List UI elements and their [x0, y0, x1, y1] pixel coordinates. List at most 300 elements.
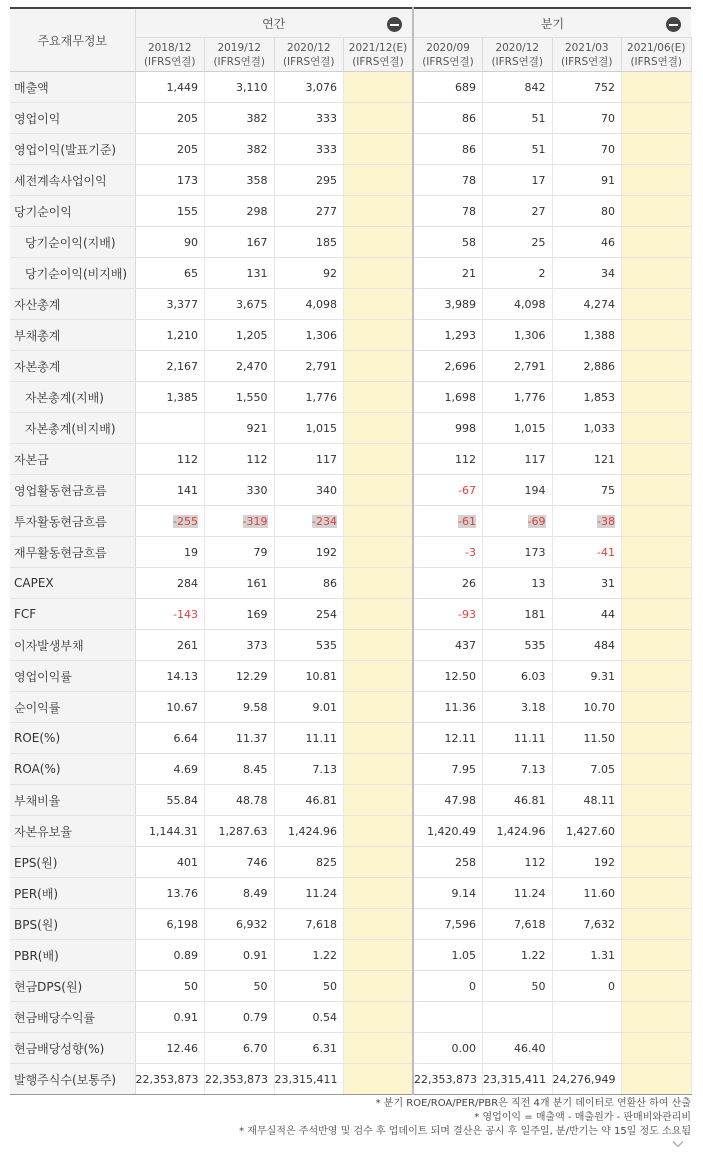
cell-value: 535 [524, 638, 546, 652]
annual-value-cell [344, 1033, 414, 1064]
quarter-value-cell [413, 723, 483, 754]
row-label: 투자활동현금흐름 [10, 506, 135, 537]
cell-value: 11.24 [305, 886, 337, 900]
annual-value-cell [274, 103, 344, 134]
cell-value: 1,388 [583, 328, 615, 342]
period-basis: (IFRS연결) [143, 55, 196, 68]
cell-value: 86 [323, 576, 337, 590]
quarter-value-cell [483, 444, 553, 475]
annual-value-cell [205, 599, 275, 630]
cell-value: 70 [601, 142, 615, 156]
cell-value: 2 [538, 266, 546, 280]
quarter-value-cell [622, 568, 692, 599]
cell-value: 1.31 [590, 948, 615, 962]
cell-value: 112 [177, 452, 198, 466]
cell-value: 7,618 [305, 917, 337, 931]
cell-value: 7.13 [312, 762, 337, 776]
cell-value: 6,198 [166, 917, 198, 931]
quarter-value-cell [413, 227, 483, 258]
quarter-value-cell [413, 754, 483, 785]
quarter-value-cell [413, 382, 483, 413]
annual-value-cell [344, 72, 414, 103]
period-basis: (IFRS연결) [491, 55, 544, 68]
cell-value: 277 [316, 204, 337, 218]
quarter-value-cell [483, 785, 553, 816]
period-label: 2018/12 [147, 41, 192, 54]
cell-value: 1,420.49 [427, 824, 476, 838]
annual-value-cell [205, 72, 275, 103]
annual-value-cell [135, 320, 205, 351]
period-header [622, 38, 692, 72]
annual-value-cell [135, 444, 205, 475]
annual-value-cell [135, 971, 205, 1002]
cell-value: 185 [316, 235, 337, 249]
table-row [10, 568, 691, 599]
cell-value: 6,932 [236, 917, 268, 931]
quarter-value-cell [552, 599, 622, 630]
row-label: FCF [10, 599, 135, 630]
quarter-value-cell [413, 630, 483, 661]
quarter-value-cell [552, 568, 622, 599]
cell-value: 13 [531, 576, 546, 590]
quarter-value-cell [622, 599, 692, 630]
quarter-value-cell [552, 506, 622, 537]
annual-value-cell [274, 940, 344, 971]
cell-value: -67 [458, 483, 476, 497]
quarter-value-cell [622, 382, 692, 413]
quarter-value-cell [413, 320, 483, 351]
quarter-value-cell [483, 320, 553, 351]
annual-value-cell [205, 537, 275, 568]
annual-value-cell [274, 847, 344, 878]
quarter-value-cell [552, 351, 622, 382]
quarter-value-cell [413, 661, 483, 692]
quarter-value-cell [552, 909, 622, 940]
quarter-value-cell [552, 72, 622, 103]
cell-value: 50 [184, 979, 198, 993]
annual-value-cell [135, 630, 205, 661]
annual-value-cell [344, 165, 414, 196]
annual-value-cell [205, 568, 275, 599]
annual-value-cell [205, 1064, 275, 1095]
table-row [10, 661, 691, 692]
quarter-value-cell [483, 940, 553, 971]
cell-value: 23,315,411 [274, 1072, 338, 1086]
quarter-value-cell [413, 785, 483, 816]
collapse-minus-icon[interactable] [387, 17, 402, 32]
quarter-value-cell [483, 72, 553, 103]
annual-value-cell [135, 754, 205, 785]
footnote: * 분기 ROE/ROA/PER/PBR은 직전 4개 분기 데이터로 연환산 하여 산출 [375, 1098, 691, 1109]
annual-value-cell [274, 444, 344, 475]
quarter-value-cell [552, 940, 622, 971]
cell-value: 11.11 [514, 731, 546, 745]
cell-value: 86 [462, 111, 476, 125]
quarter-value-cell [622, 196, 692, 227]
cell-value: 3.18 [521, 700, 546, 714]
table-row [10, 506, 691, 537]
quarter-value-cell [483, 227, 553, 258]
annual-value-cell [274, 165, 344, 196]
quarter-value-cell [622, 1033, 692, 1064]
annual-value-cell [344, 816, 414, 847]
quarter-value-cell [622, 227, 692, 258]
quarter-value-cell [413, 909, 483, 940]
quarter-value-cell [622, 630, 692, 661]
cell-value: 0.54 [312, 1010, 337, 1024]
cell-value: 746 [246, 855, 268, 869]
cell-value: 2,791 [305, 359, 337, 373]
cell-value: 10.70 [583, 700, 615, 714]
annual-value-cell [135, 227, 205, 258]
quarter-value-cell [483, 165, 553, 196]
cell-value: 11.60 [583, 886, 615, 900]
period-header [344, 38, 414, 72]
annual-value-cell [344, 537, 414, 568]
quarter-value-cell [483, 382, 553, 413]
cell-value: -3 [465, 545, 476, 559]
cell-value: 6.64 [173, 731, 198, 745]
cell-value: 23,315,411 [483, 1072, 546, 1086]
cell-value: 6.31 [312, 1041, 337, 1055]
quarter-value-cell [413, 289, 483, 320]
cell-value: 373 [246, 638, 268, 652]
table-row [10, 258, 691, 289]
annual-value-cell [344, 413, 414, 444]
annual-value-cell [274, 971, 344, 1002]
cell-value: 382 [246, 111, 268, 125]
cell-value: 10.67 [166, 700, 198, 714]
cell-value: 261 [177, 638, 198, 652]
annual-value-cell [274, 568, 344, 599]
table-row [10, 444, 691, 475]
cell-value: 1.05 [451, 948, 476, 962]
annual-value-cell [344, 754, 414, 785]
quarter-value-cell [483, 1002, 553, 1033]
cell-value: -234 [312, 514, 337, 528]
quarter-value-cell [413, 940, 483, 971]
table-row [10, 940, 691, 971]
cell-value: 1,015 [514, 421, 546, 435]
annual-value-cell [344, 1002, 414, 1033]
quarter-value-cell [622, 475, 692, 506]
cell-value: 46.40 [514, 1041, 546, 1055]
annual-value-cell [135, 289, 205, 320]
quarter-value-cell [413, 351, 483, 382]
table-row [10, 1064, 691, 1095]
annual-value-cell [135, 351, 205, 382]
cell-value: 4.69 [173, 762, 198, 776]
quarter-value-cell [552, 1002, 622, 1033]
collapse-minus-icon[interactable] [666, 17, 681, 32]
row-label: 현금DPS(원) [10, 971, 135, 1002]
cell-value: 79 [253, 545, 268, 559]
cell-value: 921 [246, 421, 268, 435]
quarter-value-cell [622, 289, 692, 320]
quarter-value-cell [413, 196, 483, 227]
cell-value: 1,550 [236, 390, 268, 404]
annual-value-cell [274, 196, 344, 227]
table-row [10, 971, 691, 1002]
annual-value-cell [274, 1002, 344, 1033]
row-label: 당기순이익 [10, 196, 135, 227]
quarter-value-cell [622, 258, 692, 289]
annual-value-cell [344, 847, 414, 878]
footnote: * 영업이익 = 매출액 - 매출원가 - 판매비와관리비 [474, 1112, 691, 1123]
quarter-value-cell [483, 258, 553, 289]
quarter-value-cell [552, 258, 622, 289]
annual-value-cell [344, 475, 414, 506]
annual-value-cell [274, 1033, 344, 1064]
table-row [10, 165, 691, 196]
annual-value-cell [274, 320, 344, 351]
quarter-value-cell [413, 537, 483, 568]
quarter-value-cell [622, 351, 692, 382]
cell-value: 0.00 [451, 1041, 476, 1055]
annual-value-cell [205, 258, 275, 289]
annual-value-cell [344, 661, 414, 692]
cell-value: 14.13 [166, 669, 198, 683]
period-label: 2021/06(E) [627, 41, 686, 54]
annual-value-cell [205, 630, 275, 661]
quarter-value-cell [622, 692, 692, 723]
row-label: 부채총계 [10, 320, 135, 351]
annual-value-cell [135, 475, 205, 506]
row-label: 영업이익 [10, 103, 135, 134]
annual-value-cell [135, 382, 205, 413]
quarter-value-cell [413, 1033, 483, 1064]
table-row [10, 320, 691, 351]
quarter-value-cell [622, 103, 692, 134]
quarter-value-cell [622, 506, 692, 537]
period-basis: (IFRS연결) [630, 55, 683, 68]
cell-value: 8.49 [243, 886, 268, 900]
annual-value-cell [135, 196, 205, 227]
cell-value: 11.37 [236, 731, 268, 745]
cell-value: 3,076 [305, 80, 337, 94]
cell-value: 10.81 [305, 669, 337, 683]
quarter-value-cell [483, 568, 553, 599]
annual-value-cell [135, 506, 205, 537]
period-label: 2021/03 [564, 41, 609, 54]
quarter-value-cell [622, 661, 692, 692]
cell-value: 7.13 [521, 762, 546, 776]
period-header [205, 38, 275, 72]
annual-value-cell [344, 227, 414, 258]
quarter-value-cell [622, 537, 692, 568]
row-label: CAPEX [10, 568, 135, 599]
cell-value: 92 [323, 266, 337, 280]
cell-value: 22,353,873 [135, 1072, 199, 1086]
quarter-value-cell [413, 847, 483, 878]
table-row [10, 196, 691, 227]
annual-value-cell [344, 692, 414, 723]
annual-value-cell [205, 723, 275, 754]
period-basis: (IFRS연결) [560, 55, 613, 68]
quarter-value-cell [413, 444, 483, 475]
cell-value: 47.98 [444, 793, 476, 807]
quarter-value-cell [413, 506, 483, 537]
cell-value: 1,385 [166, 390, 198, 404]
cell-value: 194 [524, 483, 546, 497]
quarter-value-cell [483, 413, 553, 444]
annual-value-cell [135, 847, 205, 878]
annual-value-cell [135, 134, 205, 165]
cell-value: 161 [246, 576, 268, 590]
period-header [413, 38, 483, 72]
cell-value: 401 [177, 855, 198, 869]
quarter-value-cell [483, 692, 553, 723]
quarter-value-cell [483, 909, 553, 940]
cell-value: 1,424.96 [496, 824, 546, 838]
annual-value-cell [205, 444, 275, 475]
table-row [10, 723, 691, 754]
quarter-value-cell [622, 1064, 692, 1095]
quarter-value-cell [552, 816, 622, 847]
cell-value: 284 [177, 576, 198, 590]
quarter-value-cell [413, 103, 483, 134]
cell-value: 1,210 [166, 328, 198, 342]
cell-value: 1,449 [166, 80, 198, 94]
quarter-value-cell [413, 971, 483, 1002]
table-row [10, 630, 691, 661]
cell-value: 112 [524, 855, 546, 869]
annual-value-cell [344, 568, 414, 599]
cell-value: 11.50 [583, 731, 615, 745]
annual-value-cell [135, 878, 205, 909]
cell-value: 0.79 [243, 1010, 268, 1024]
cell-value: 192 [594, 855, 615, 869]
annual-value-cell [135, 258, 205, 289]
cell-value: 44 [601, 607, 615, 621]
cell-value: 121 [594, 452, 615, 466]
row-label: 영업활동현금흐름 [10, 475, 135, 506]
cell-value: 112 [246, 452, 268, 466]
cell-value: 46.81 [514, 793, 546, 807]
cell-value: 298 [246, 204, 268, 218]
cell-value: 9.58 [243, 700, 268, 714]
annual-value-cell [205, 103, 275, 134]
cell-value: 358 [246, 173, 268, 187]
annual-value-cell [135, 599, 205, 630]
financial-summary [10, 7, 691, 1095]
quarter-value-cell [483, 971, 553, 1002]
annual-value-cell [135, 1033, 205, 1064]
cell-value: 1,776 [514, 390, 546, 404]
cell-value: 11.36 [444, 700, 476, 714]
cell-value: 7,596 [444, 917, 476, 931]
quarter-value-cell [483, 723, 553, 754]
annual-value-cell [274, 816, 344, 847]
row-label: 부채비율 [10, 785, 135, 816]
quarter-value-cell [413, 165, 483, 196]
cell-value: 7,632 [583, 917, 615, 931]
annual-value-cell [274, 258, 344, 289]
cell-value: 8.45 [243, 762, 268, 776]
table-row [10, 1002, 691, 1033]
quarter-value-cell [552, 537, 622, 568]
cell-value: 9.31 [590, 669, 615, 683]
quarter-value-cell [622, 413, 692, 444]
row-label: 발행주식수(보통주) [10, 1064, 135, 1095]
quarter-value-cell [413, 72, 483, 103]
table-row [10, 351, 691, 382]
row-label: 순이익률 [10, 692, 135, 723]
quarter-value-cell [483, 630, 553, 661]
row-label: 영업이익(발표기준) [10, 134, 135, 165]
row-label: 당기순이익(지배) [10, 227, 135, 258]
cell-value: 17 [531, 173, 546, 187]
quarter-value-cell [552, 847, 622, 878]
annual-value-cell [274, 134, 344, 165]
annual-value-cell [135, 785, 205, 816]
annual-value-cell [135, 413, 205, 444]
annual-value-cell [344, 878, 414, 909]
cell-value: -61 [458, 514, 476, 528]
cell-value: 55.84 [166, 793, 198, 807]
row-label: PER(배) [10, 878, 135, 909]
annual-value-cell [274, 382, 344, 413]
cell-value: 90 [184, 235, 198, 249]
quarter-value-cell [552, 754, 622, 785]
annual-value-cell [274, 692, 344, 723]
annual-value-cell [205, 475, 275, 506]
cell-value: 167 [246, 235, 268, 249]
quarter-value-cell [413, 1064, 483, 1095]
quarter-value-cell [483, 289, 553, 320]
period-header [483, 38, 553, 72]
quarter-value-cell [552, 661, 622, 692]
cell-value: 50 [531, 979, 546, 993]
annual-value-cell [135, 72, 205, 103]
quarter-value-cell [622, 72, 692, 103]
cell-value: 117 [524, 452, 546, 466]
cell-value: 1.22 [312, 948, 337, 962]
row-label: EPS(원) [10, 847, 135, 878]
quarter-value-cell [413, 413, 483, 444]
quarter-value-cell [483, 196, 553, 227]
annual-value-cell [274, 754, 344, 785]
annual-value-cell [274, 537, 344, 568]
quarter-value-cell [483, 847, 553, 878]
row-label: 영업이익률 [10, 661, 135, 692]
cell-value: 70 [601, 111, 615, 125]
cell-value: 6.70 [243, 1041, 268, 1055]
table-row [10, 847, 691, 878]
cell-value: 333 [316, 142, 337, 156]
row-label: 현금배당수익률 [10, 1002, 135, 1033]
cell-value: 181 [524, 607, 546, 621]
annual-value-cell [344, 630, 414, 661]
quarter-value-cell [552, 475, 622, 506]
table-row [10, 754, 691, 785]
cell-value: 0 [608, 979, 615, 993]
cell-value: 27 [531, 204, 546, 218]
cell-value: 12.46 [166, 1041, 198, 1055]
table-body [10, 72, 691, 1095]
period-label: 2019/12 [217, 41, 262, 54]
annual-value-cell [274, 723, 344, 754]
cell-value: 205 [177, 111, 198, 125]
quarter-value-cell [413, 692, 483, 723]
annual-value-cell [205, 289, 275, 320]
annual-value-cell [344, 723, 414, 754]
cell-value: 75 [601, 483, 615, 497]
chevron-down-icon[interactable] [672, 1138, 684, 1150]
annual-value-cell [205, 847, 275, 878]
annual-value-cell [135, 568, 205, 599]
cell-value: 340 [316, 483, 337, 497]
